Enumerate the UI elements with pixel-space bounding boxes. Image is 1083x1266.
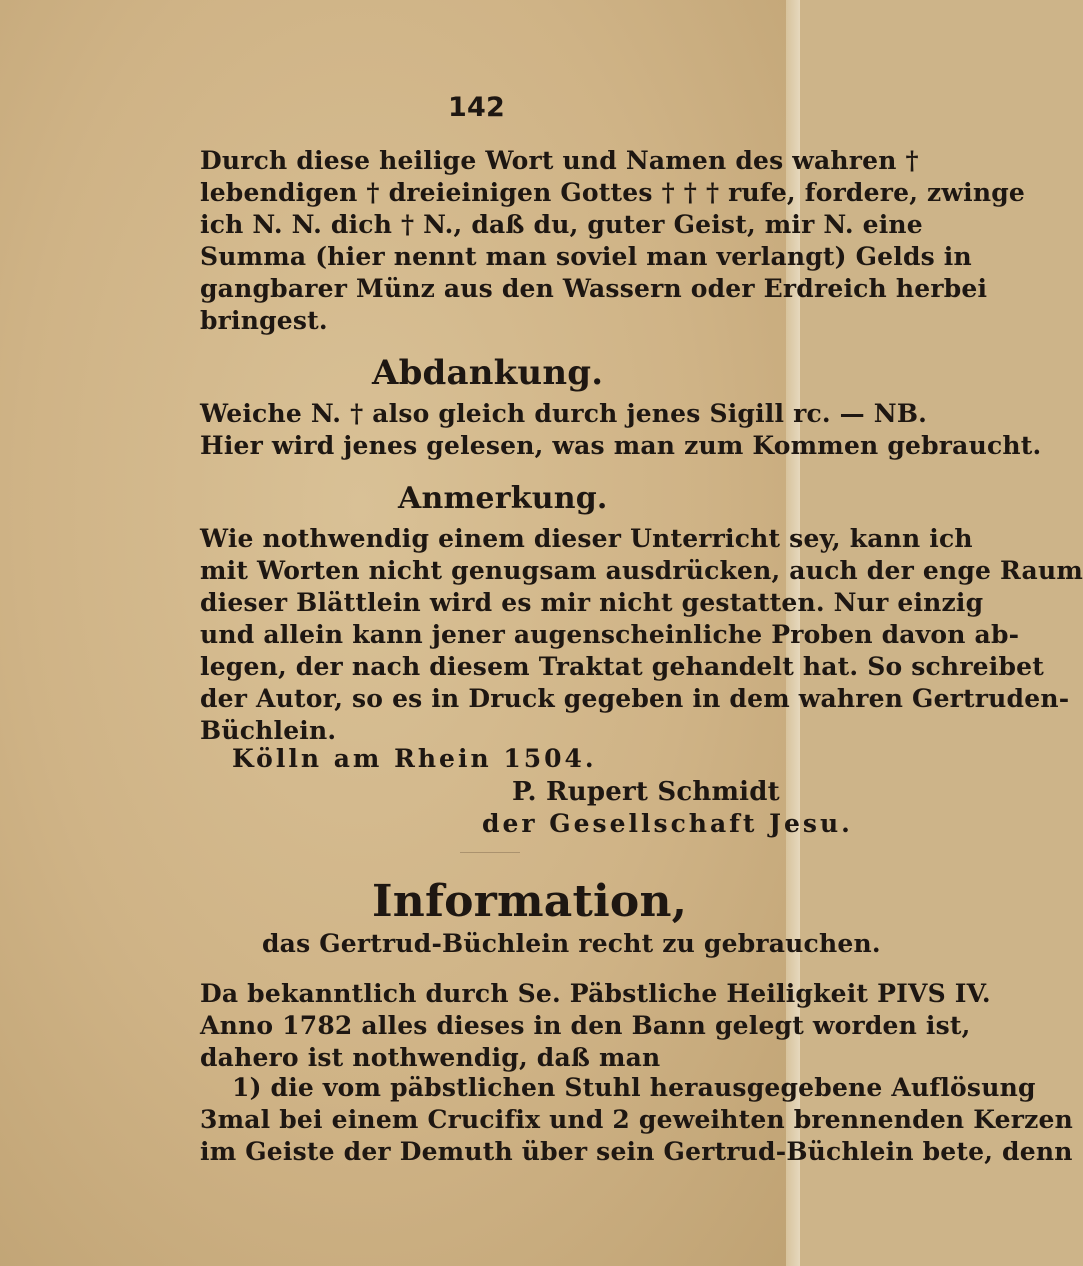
text-line: Summa (hier nennt man soviel man verlangt) Gelds in: [200, 242, 972, 271]
heading-anmerkung: Anmerkung.: [398, 481, 608, 516]
text-line: und allein kann jener augenscheinliche Proben davon ab-: [200, 620, 1020, 649]
text-line: dahero ist nothwendig, daß man: [200, 1043, 661, 1072]
text-line: legen, der nach diesem Traktat gehandelt hat. So schreibet: [200, 652, 1045, 681]
text-line: 1) die vom päbstlichen Stuhl herausgegebene Auflösung: [232, 1073, 1036, 1102]
text-line: ich N. N. dich † N., daß du, guter Geist, mir N. eine: [200, 210, 923, 239]
signature-name: P. Rupert Schmidt: [512, 777, 780, 807]
divider: [460, 852, 520, 853]
subheading-information: das Gertrud-Büchlein recht zu gebrauchen.: [262, 929, 881, 958]
text-line: mit Worten nicht genugsam ausdrücken, auch der enge Raum: [200, 556, 1083, 585]
heading-abdankung: Abdankung.: [372, 353, 604, 393]
place-date: Kölln am Rhein 1504.: [232, 744, 597, 773]
text-line: Da bekanntlich durch Se. Päbstliche Heiligkeit PIVS IV.: [200, 979, 991, 1008]
text-line: dieser Blättlein wird es mir nicht gestatten. Nur einzig: [200, 588, 984, 617]
text-line: gangbarer Münz aus den Wassern oder Erdreich herbei: [200, 274, 988, 303]
text-line: der Autor, so es in Druck gegeben in dem wahren Gertruden-: [200, 684, 1070, 713]
heading-information: Information,: [372, 876, 688, 927]
signature-society: der Gesellschaft Jesu.: [482, 809, 853, 838]
text-line: 3mal bei einem Crucifix und 2 geweihten brennenden Kerzen: [200, 1105, 1073, 1134]
text-line: Büchlein.: [200, 716, 337, 745]
text-line: lebendigen † dreieinigen Gottes † † † rufe, fordere, zwinge: [200, 178, 1025, 207]
text-line: Hier wird jenes gelesen, was man zum Kommen gebraucht.: [200, 431, 1042, 460]
text-line: Wie nothwendig einem dieser Unterricht sey, kann ich: [200, 524, 973, 553]
page-number: 142: [448, 92, 505, 123]
text-line: Durch diese heilige Wort und Namen des wahren †: [200, 146, 919, 175]
text-line: Anno 1782 alles dieses in den Bann gelegt worden ist,: [200, 1011, 971, 1040]
text-line: Weiche N. † also gleich durch jenes Sigill rc. — NB.: [200, 399, 928, 428]
text-line: im Geiste der Demuth über sein Gertrud-Büchlein bete, denn: [200, 1137, 1073, 1166]
text-line: bringest.: [200, 306, 328, 335]
